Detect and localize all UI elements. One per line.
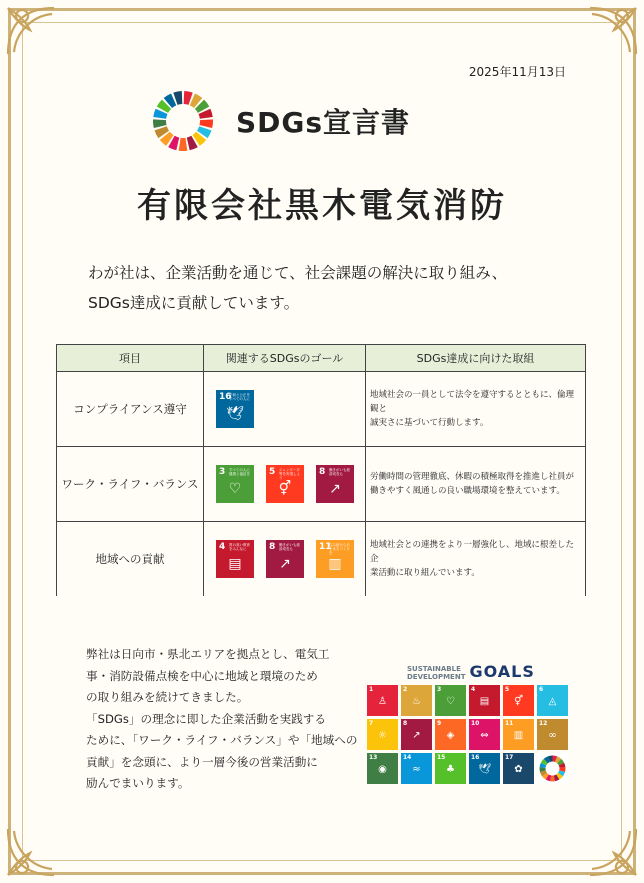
statement (88, 258, 507, 318)
tile-glyph-icon: ⚥ (513, 696, 524, 707)
statement-line: SDGs達成に貢献しています。 (88, 294, 300, 312)
sdg-tile-12-icon (537, 719, 568, 750)
tile-number: 12 (539, 720, 548, 727)
tile-glyph-icon: ♙ (378, 696, 387, 707)
tile-number: 5 (505, 686, 510, 693)
tile-number: 11 (505, 720, 514, 727)
tile-glyph-icon: ☼ (378, 730, 387, 741)
sdg-tile-13-icon (367, 753, 398, 784)
table-row (57, 447, 586, 522)
goal-glyph-icon: ↗ (279, 556, 291, 572)
row-description (366, 447, 586, 522)
goal-number: 3 (219, 467, 226, 477)
tile-number: 15 (437, 754, 446, 761)
closing-line: の取り組みを続けてきました。 (86, 690, 249, 704)
sdg-goal-4-icon (216, 540, 254, 578)
tile-glyph-icon: ✿ (514, 764, 523, 775)
row-description (366, 522, 586, 597)
closing-message (86, 644, 357, 795)
header-item: 項目 (57, 345, 204, 372)
description-line: 業活動に取り組んでいます。 (370, 568, 480, 578)
sdg-tile-6-icon (537, 685, 568, 716)
sdg-tile-17-icon (503, 753, 534, 784)
corner-ornament (586, 4, 640, 58)
company-name: 有限会社黒木電気消防 (137, 186, 507, 226)
tile-glyph-icon: ≈ (412, 764, 421, 775)
tile-number: 16 (471, 754, 480, 761)
sdg-tile-9-icon (435, 719, 466, 750)
description-line: 労働時間の管理徹底、休暇の積極取得を推進し社員が (370, 472, 575, 482)
corner-ornament (4, 4, 58, 58)
tile-glyph-icon: 🕊 (478, 764, 491, 775)
tile-glyph-icon: ↗ (412, 730, 421, 741)
description-line: 働きやすく風通しの良い職場環境を整えています。 (370, 486, 565, 496)
sdg-tile-3-icon (435, 685, 466, 716)
logo-sustainable: SUSTAINABLE (407, 665, 461, 673)
tile-number: 2 (403, 686, 408, 693)
tile-number: 9 (437, 720, 442, 727)
goal-caption: 働きがいも経済成長も (279, 543, 300, 551)
tile-glyph-icon: ▤ (479, 696, 490, 707)
tile-glyph-icon: ♨ (412, 696, 421, 707)
tile-number: 6 (539, 686, 544, 693)
sdgs-wheel-icon (537, 753, 568, 784)
sdg-tile-16-icon (469, 753, 500, 784)
goal-number: 8 (319, 467, 326, 477)
tile-number: 10 (471, 720, 480, 727)
tile-number: 7 (369, 720, 374, 727)
sdg-goal-8-icon (266, 540, 304, 578)
corner-ornament (586, 825, 640, 879)
tile-glyph-icon: ▥ (513, 730, 524, 741)
closing-line: 貢献」を念頭に、より一層今後の営業活動に (86, 754, 318, 769)
tile-glyph-icon: ◉ (378, 764, 387, 775)
sdg-goal-16-icon (216, 390, 254, 428)
sdg-goal-5-icon (266, 465, 304, 503)
tile-glyph-icon: ⇔ (480, 730, 489, 741)
tile-glyph-icon: ◬ (548, 696, 557, 707)
sdg-goal-11-icon (316, 540, 354, 578)
table-row (57, 372, 586, 447)
goal-glyph-icon: ⚥ (278, 481, 292, 497)
row-item: ワーク・ライフ・バランス (57, 447, 204, 522)
goal-caption: ジェンダー平等を実現しよう (279, 468, 300, 480)
goal-number: 5 (269, 467, 276, 477)
goal-caption: 質の高い教育をみんなに (229, 543, 250, 551)
logo-development: DEVELOPMENT (407, 673, 466, 681)
sdg-tile-4-icon (469, 685, 500, 716)
row-description (366, 372, 586, 447)
sdg-tile-5-icon (503, 685, 534, 716)
sdg-tile-1-icon (367, 685, 398, 716)
table-header-row (57, 345, 586, 372)
closing-line: 「SDGs」の理念に即した企業活動を実践する (86, 711, 326, 726)
document-date: 2025年11月13日 (468, 65, 566, 79)
header-goals: 関連するSDGsのゴール (204, 345, 366, 372)
tile-number: 13 (369, 754, 378, 761)
header-actions: SDGs達成に向けた取組 (366, 345, 586, 372)
tile-number: 4 (471, 686, 476, 693)
goal-caption: 働きがいも経済成長も (329, 468, 350, 476)
goal-number: 8 (269, 542, 276, 552)
table-row (57, 522, 586, 597)
tile-glyph-icon: ♣ (446, 764, 455, 775)
sdgs-goals-logo (367, 662, 577, 784)
statement-line: わが社は、企業活動を通じて、社会課題の解決に取り組み、 (88, 264, 508, 282)
closing-line: ために、「ワーク・ライフ・バランス」や「地域への (86, 733, 358, 747)
sdg-tile-10-icon (469, 719, 500, 750)
row-goal-icons (204, 522, 366, 597)
closing-line: 事・消防設備点検を中心に地域と環境のため (86, 668, 318, 683)
row-goal-icons (204, 372, 366, 447)
tile-number: 14 (403, 754, 412, 761)
goal-number: 16 (219, 392, 232, 402)
row-item: 地域への貢献 (57, 522, 204, 597)
corner-ornament (4, 825, 58, 879)
sdgs-goals-table (56, 344, 586, 596)
tile-glyph-icon: ♡ (446, 696, 455, 707)
logo-goals: GOALS (469, 662, 535, 681)
goal-number: 4 (219, 542, 226, 552)
sdg-tile-14-icon (401, 753, 432, 784)
sdg-tile-2-icon (401, 685, 432, 716)
closing-line: 励んでまいります。 (86, 776, 190, 790)
tile-glyph-icon: ◈ (446, 730, 455, 741)
sdg-tile-8-icon (401, 719, 432, 750)
goal-glyph-icon: ↗ (329, 481, 341, 497)
declaration-title: SDGs宣言書 (236, 106, 411, 139)
goal-glyph-icon: ▥ (328, 556, 342, 572)
sdgs-header (152, 90, 410, 152)
sdg-tile-7-icon (367, 719, 398, 750)
tile-number: 1 (369, 686, 374, 693)
sdg-goal-8-icon (316, 465, 354, 503)
goal-glyph-icon: ▤ (228, 556, 242, 572)
sdgs-tile-grid (367, 685, 577, 784)
description-line: 誠実さに基づいて行動します。 (370, 418, 489, 428)
closing-line: 弊社は日向市・県北エリアを拠点とし、電気工 (86, 647, 330, 661)
tile-number: 17 (505, 754, 514, 761)
sdgs-wheel-icon (152, 90, 214, 152)
goal-caption: 住み続けられるまちづくりを (329, 543, 350, 555)
description-line: 地域社会の一員として法令を遵守するとともに、倫理観と (370, 390, 575, 414)
tile-glyph-icon: ∞ (548, 730, 557, 741)
tile-number: 8 (403, 720, 408, 727)
goal-caption: すべての人に健康と福祉を (229, 468, 250, 476)
sdg-tile-15-icon (435, 753, 466, 784)
goal-glyph-icon: 🕊 (226, 406, 244, 422)
tile-number: 3 (437, 686, 442, 693)
row-item: コンプライアンス遵守 (57, 372, 204, 447)
row-goal-icons (204, 447, 366, 522)
sdg-goal-3-icon (216, 465, 254, 503)
goal-number: 11 (319, 542, 332, 552)
description-line: 地域社会との連携をより一層強化し、地域に根差した企 (370, 540, 575, 564)
goal-glyph-icon: ♡ (228, 481, 242, 497)
sdg-tile-11-icon (503, 719, 534, 750)
goal-caption: 平和と公正をすべての人に (229, 393, 250, 401)
